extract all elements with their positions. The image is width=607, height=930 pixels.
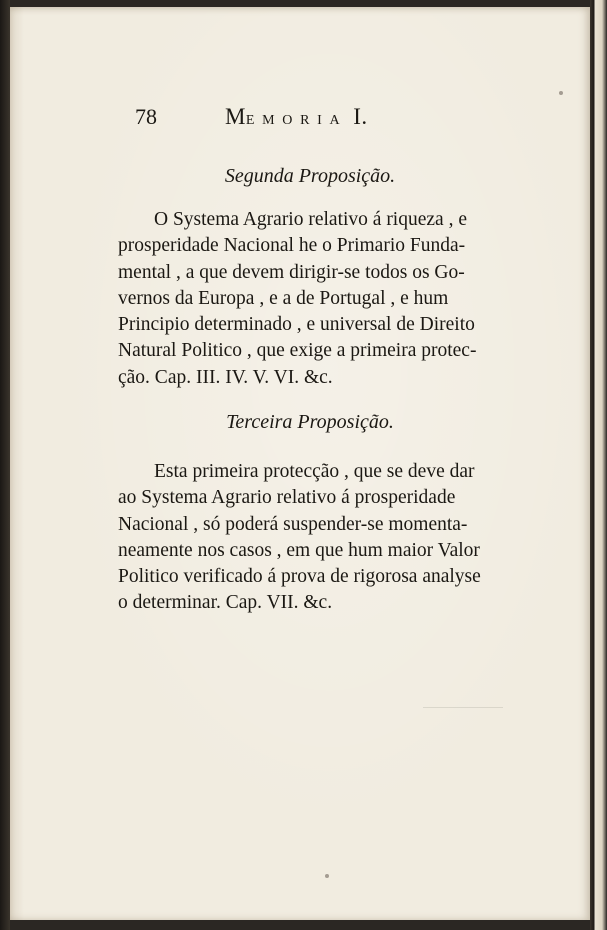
bleed-through-rule <box>423 707 503 708</box>
running-title-numeral: I. <box>353 104 368 129</box>
running-title <box>225 104 368 130</box>
section-heading-segunda: Segunda Proposição. <box>224 165 396 187</box>
running-title-rest: EMORIA <box>245 113 348 128</box>
text-line: ao Systema Agrario relativo á prosperidade <box>118 487 456 509</box>
text-line: Politico verificado á prova de rigorosa analyse <box>118 566 481 588</box>
text-line: ção. Cap. III. IV. V. VI. &c. <box>118 366 333 388</box>
text-line: Natural Politico , que exige a primeira protec- <box>118 340 477 362</box>
text-line: prosperidade Nacional he o Primario Funda- <box>118 235 466 257</box>
page-number: 78 <box>135 104 157 129</box>
text-line: O Systema Agrario relativo á riqueza , e <box>154 209 467 230</box>
paragraph-segunda-proposicao <box>118 207 494 391</box>
section-heading-terceira: Terceira Proposição. <box>226 411 394 433</box>
paragraph-terceira-proposicao <box>118 459 494 617</box>
text-line: neamente nos casos , em que hum maior Valor <box>118 539 480 561</box>
paper-speck <box>559 91 563 95</box>
running-header <box>135 104 475 134</box>
text-line: o determinar. Cap. VII. &c. <box>118 592 333 614</box>
text-line: vernos da Europa , e a de Portugal , e hum <box>118 287 449 309</box>
book-spine-edge <box>0 0 10 930</box>
text-line: Esta primeira protecção , que se deve dar <box>154 461 475 482</box>
text-line: mental , a que devem dirigir-se todos os Go- <box>118 261 465 283</box>
text-line: Nacional , só poderá suspender-se momenta- <box>118 513 468 535</box>
book-fore-edge <box>590 0 607 930</box>
running-title-initial: M <box>225 104 246 129</box>
book-page <box>10 7 590 920</box>
text-line: Principio determinado , e universal de Direito <box>118 314 475 336</box>
paper-speck <box>325 874 329 878</box>
